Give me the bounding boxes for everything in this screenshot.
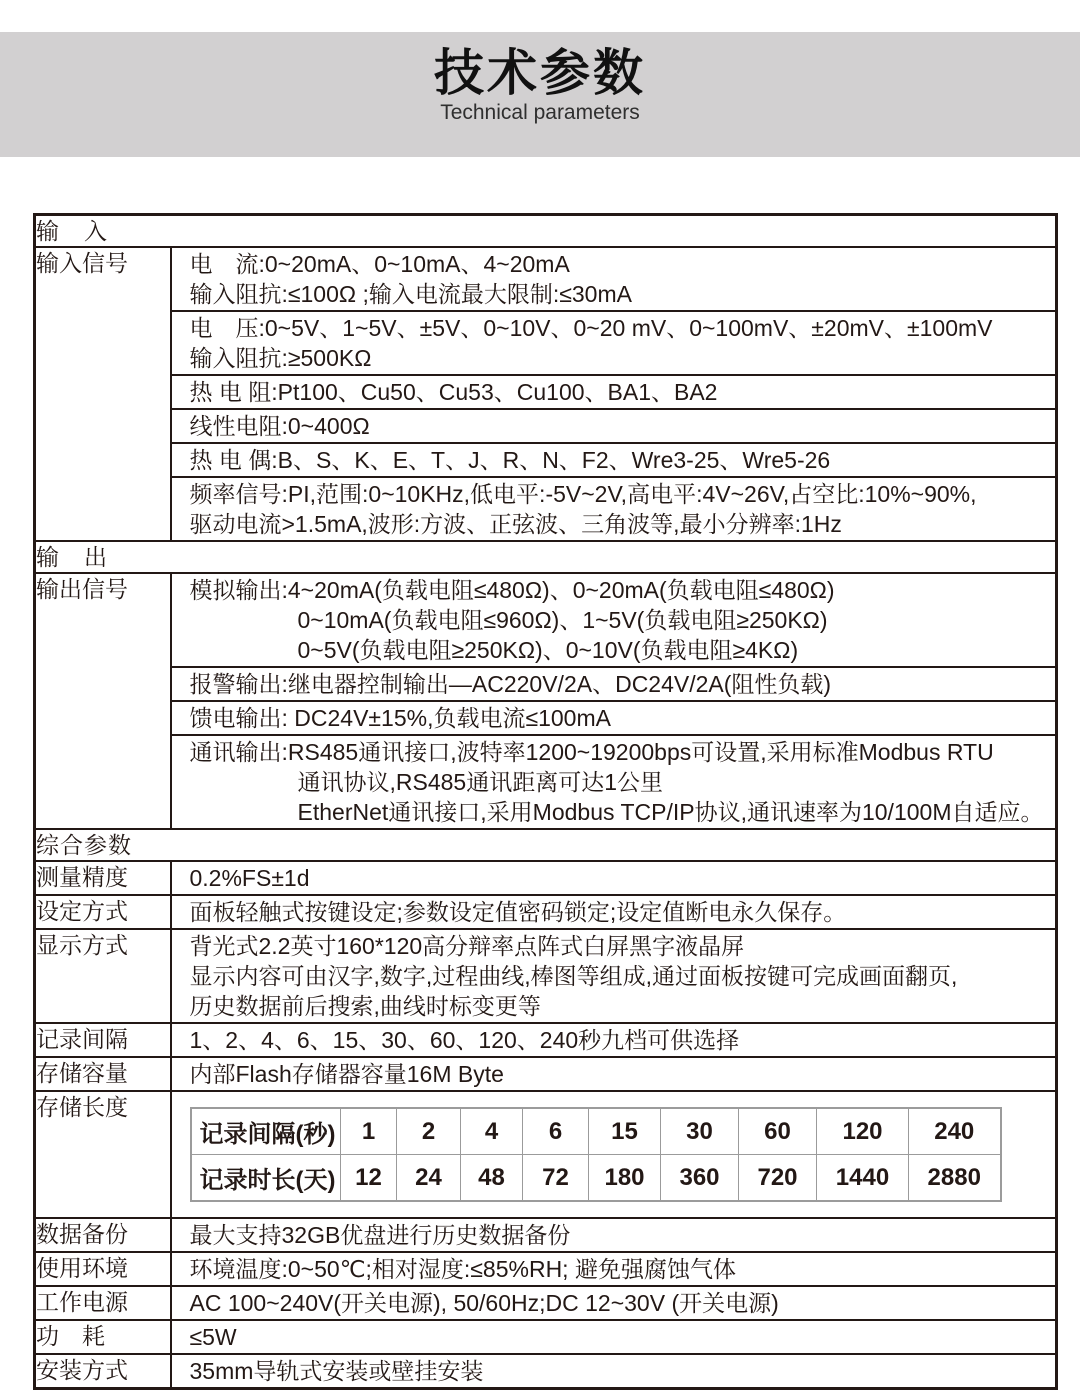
storage-duration-cell: 720 [739,1155,817,1202]
row-label-input-signal: 输入信号 [35,247,171,541]
spec-line: 驱动电流>1.5mA,波形:方波、正弦波、三角波等,最小分辨率:1Hz [189,511,842,537]
spec-line: 最大支持32GB优盘进行历史数据备份 [189,1222,571,1248]
storage-duration-label: 记录时长(天) [191,1155,341,1202]
spec-line: 电 流:0~20mA、0~10mA、4~20mA [189,251,570,277]
spec-line: 0.2%FS±1d [189,865,310,891]
table-row-interval [35,1023,1057,1057]
spec-subrow-rtd [172,374,1056,408]
section-title-general: 综合参数 [35,829,1057,861]
table-row-consumption [35,1320,1057,1354]
table-row-display [35,929,1057,1023]
spec-line: 0~5V(负载电阻≥250KΩ)、0~10V(负载电阻≥4KΩ) [297,637,799,663]
input-signal-content [171,247,1057,541]
row-label-backup: 数据备份 [35,1218,171,1252]
table-row-storage-length [35,1091,1057,1218]
storage-interval-label: 记录间隔(秒) [191,1108,341,1155]
row-label-accuracy: 测量精度 [35,861,171,895]
spec-line: 热 电 阻:Pt100、Cu50、Cu53、Cu100、BA1、BA2 [189,379,718,405]
spec-line: 热 电 偶:B、S、K、E、T、J、R、N、F2、Wre3-25、Wre5-26 [189,447,831,473]
table-row-accuracy [35,861,1057,895]
row-label-interval: 记录间隔 [35,1023,171,1057]
storage-duration-cell: 360 [661,1155,739,1202]
table-row-installation [35,1354,1057,1389]
spec-line: 内部Flash存储器容量16M Byte [189,1061,504,1087]
spec-line: ≤5W [189,1324,237,1350]
output-signal-content [171,573,1057,829]
spec-line: 显示内容可由汉字,数字,过程曲线,棒图等组成,通过面板按键可完成画面翻页, [189,963,958,989]
storage-interval-cell: 6 [523,1108,589,1155]
storage-duration-cell: 48 [461,1155,523,1202]
storage-table [190,1107,1002,1202]
spec-line: 通讯协议,RS485通讯距离可达1公里 [297,769,664,795]
spec-line: 输入阻抗:≥500KΩ [189,345,372,371]
table-row-capacity [35,1057,1057,1091]
spec-line: 0~10mA(负载电阻≤960Ω)、1~5V(负载电阻≥250KΩ) [297,607,828,633]
storage-duration-cell: 2880 [909,1155,1001,1202]
storage-duration-cell: 24 [397,1155,461,1202]
spec-subrow-thermocouple [172,442,1056,476]
row-label-power: 工作电源 [35,1286,171,1320]
row-label-output-signal: 输出信号 [35,573,171,829]
row-label-storage-length: 存储长度 [35,1091,171,1218]
row-label-environment: 使用环境 [35,1252,171,1286]
storage-interval-cell: 30 [661,1108,739,1155]
section-row-output [35,541,1057,573]
table-row-input-signal [35,247,1057,541]
storage-duration-cell: 72 [523,1155,589,1202]
spec-line: 1、2、4、6、15、30、60、120、240秒九档可供选择 [189,1027,740,1053]
storage-duration-row [191,1155,1001,1202]
spec-subrow-linear-resistance [172,408,1056,442]
section-row-input [35,215,1057,248]
storage-interval-cell: 15 [589,1108,661,1155]
storage-interval-cell: 2 [397,1108,461,1155]
spec-line: 报警输出:继电器控制输出—AC220V/2A、DC24V/2A(阻性负载) [189,671,832,697]
row-label-capacity: 存储容量 [35,1057,171,1091]
section-title-input: 输 入 [35,215,1057,248]
spec-line: 35mm导轨式安装或壁挂安装 [189,1358,484,1384]
spec-line: 环境温度:0~50℃;相对湿度:≤85%RH; 避免强腐蚀气体 [189,1256,736,1282]
spec-line: 通讯输出:RS485通讯接口,波特率1200~19200bps可设置,采用标准Modbus RTU [189,739,994,765]
spec-subrow-analog-output [172,574,1056,666]
spec-line: AC 100~240V(开关电源), 50/60Hz;DC 12~30V (开关电源) [189,1290,779,1316]
spec-subrow-comm-output [172,734,1056,828]
spec-line: 面板轻触式按键设定;参数设定值密码锁定;设定值断电永久保存。 [189,899,847,925]
storage-interval-row [191,1108,1001,1155]
row-label-installation: 安装方式 [35,1354,171,1389]
spec-subrow-display [172,930,1056,1022]
spec-subrow-current [172,248,1056,310]
storage-interval-cell: 240 [909,1108,1001,1155]
storage-duration-cell: 180 [589,1155,661,1202]
spec-line: 模拟输出:4~20mA(负载电阻≤480Ω)、0~20mA(负载电阻≤480Ω) [189,577,835,603]
table-row-backup [35,1218,1057,1252]
spec-line: 线性电阻:0~400Ω [189,413,370,439]
spec-subrow-feed-output [172,700,1056,734]
row-label-display: 显示方式 [35,929,171,1023]
spec-line: 输入阻抗:≤100Ω ;输入电流最大限制:≤30mA [189,281,632,307]
storage-interval-cell: 4 [461,1108,523,1155]
page-title: 技术参数 [434,45,646,101]
spec-table [33,213,1058,1390]
spec-line: 背光式2.2英寸160*120高分辩率点阵式白屏黑字液晶屏 [189,933,745,959]
row-label-setting: 设定方式 [35,895,171,929]
table-row-output-signal [35,573,1057,829]
spec-line: 馈电输出: DC24V±15%,负载电流≤100mA [189,705,611,731]
row-label-consumption: 功 耗 [35,1320,171,1354]
title-band [0,32,1080,157]
spec-subrow-frequency [172,476,1056,540]
storage-duration-cell: 12 [341,1155,397,1202]
page-subtitle: Technical parameters [440,101,640,124]
table-row-setting [35,895,1057,929]
spec-subrow-alarm-output [172,666,1056,700]
section-row-general [35,829,1057,861]
table-row-power [35,1286,1057,1320]
storage-interval-cell: 60 [739,1108,817,1155]
spec-line: 历史数据前后搜索,曲线时标变更等 [189,993,541,1019]
spec-line: 电 压:0~5V、1~5V、±5V、0~10V、0~20 mV、0~100mV、±20mV、±100mV [189,315,993,341]
storage-interval-cell: 1 [341,1108,397,1155]
table-row-environment [35,1252,1057,1286]
storage-duration-cell: 1440 [817,1155,909,1202]
spec-line: EtherNet通讯接口,采用Modbus TCP/IP协议,通讯速率为10/100M自适应。 [297,799,1044,825]
spec-line: 频率信号:PI,范围:0~10KHz,低电平:-5V~2V,高电平:4V~26V,占空比:10%~90%, [189,481,977,507]
storage-interval-cell: 120 [817,1108,909,1155]
section-title-output: 输 出 [35,541,1057,573]
spec-subrow-voltage [172,310,1056,374]
